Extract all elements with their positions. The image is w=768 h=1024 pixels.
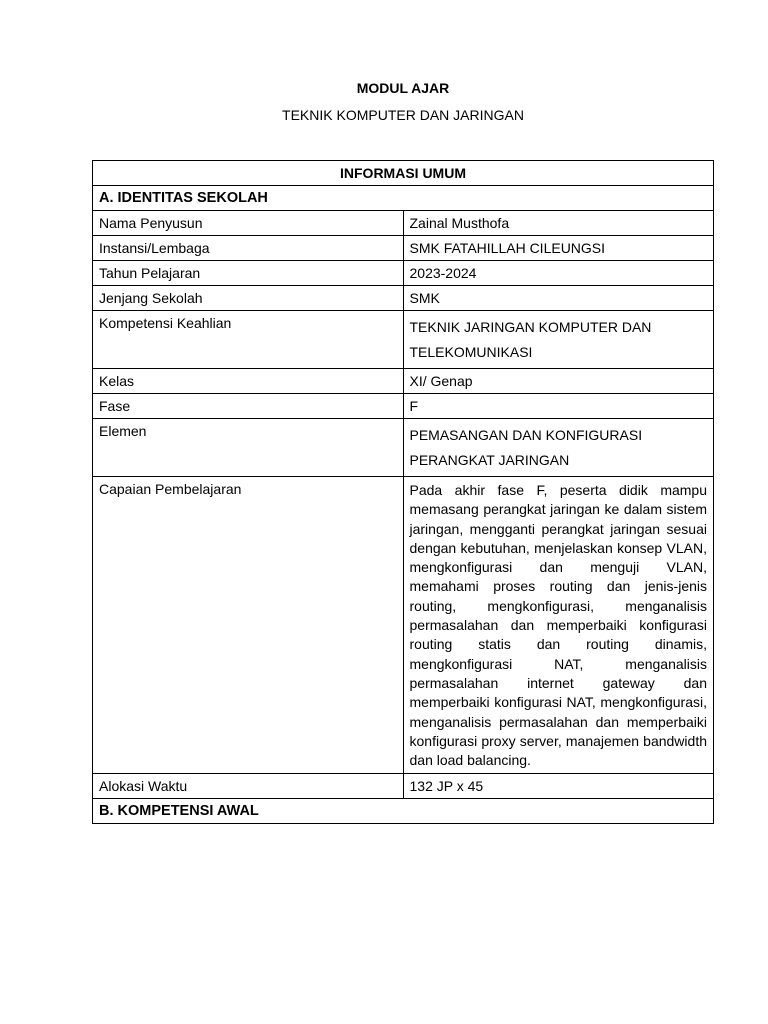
row-value: PEMASANGAN DAN KONFIGURASI PERANGKAT JARINGAN bbox=[403, 419, 714, 477]
row-value: XI/ Genap bbox=[403, 369, 714, 394]
section-row bbox=[93, 186, 714, 211]
table-row bbox=[93, 286, 714, 311]
row-label: Instansi/Lembaga bbox=[93, 236, 404, 261]
row-value: SMK FATAHILLAH CILEUNGSI bbox=[403, 236, 714, 261]
general-info-table bbox=[92, 160, 714, 824]
row-label: Jenjang Sekolah bbox=[93, 286, 404, 311]
row-value: TEKNIK JARINGAN KOMPUTER DAN TELEKOMUNIKASI bbox=[403, 311, 714, 369]
row-label: Capaian Pembelajaran bbox=[93, 477, 404, 774]
row-label: Nama Penyusun bbox=[93, 211, 404, 236]
learning-outcome-text: Pada akhir fase F, peserta didik mampu memasang perangkat jaringan ke dalam sistem jaringan, mengganti perangkat jaringan sesuai dengan kebutuhan, menjelaskan konsep VLAN, mengkonfigurasi dan menguji VLAN, memahami proses routing dan jenis-jenis routing, mengkonfigurasi, menganalisis permasalahan dan memperbaiki konfigurasi routing statis dan routing dinamis, mengkonfigurasi NAT, menganalisis permasalahan internet gateway dan memperbaiki konfigurasi NAT, mengkonfigurasi, menganalisis permasalahan dan memperbaiki konfigurasi proxy server, manajemen bandwidth dan load balancing. bbox=[403, 477, 714, 774]
row-label: Fase bbox=[93, 394, 404, 419]
section-a-heading: A. IDENTITAS SEKOLAH bbox=[93, 186, 714, 211]
table-row bbox=[93, 419, 714, 477]
table-row bbox=[93, 369, 714, 394]
table-row bbox=[93, 774, 714, 799]
row-value: 2023-2024 bbox=[403, 261, 714, 286]
table-row bbox=[93, 477, 714, 774]
row-label: Tahun Pelajaran bbox=[93, 261, 404, 286]
table-row bbox=[93, 211, 714, 236]
table-header: INFORMASI UMUM bbox=[93, 161, 714, 186]
document-title: MODUL AJAR bbox=[356, 80, 450, 96]
row-label: Alokasi Waktu bbox=[93, 774, 404, 799]
section-row bbox=[93, 799, 714, 824]
table-row bbox=[93, 236, 714, 261]
row-value: F bbox=[403, 394, 714, 419]
row-label: Elemen bbox=[93, 419, 404, 477]
document-subtitle: TEKNIK KOMPUTER DAN JARINGAN bbox=[282, 107, 524, 123]
table-row bbox=[93, 311, 714, 369]
table-row bbox=[93, 394, 714, 419]
row-label: Kompetensi Keahlian bbox=[93, 311, 404, 369]
row-value: SMK bbox=[403, 286, 714, 311]
table-header-row bbox=[93, 161, 714, 186]
row-value: 132 JP x 45 bbox=[403, 774, 714, 799]
row-value: Zainal Musthofa bbox=[403, 211, 714, 236]
section-b-heading: B. KOMPETENSI AWAL bbox=[93, 799, 714, 824]
row-label: Kelas bbox=[93, 369, 404, 394]
table-row bbox=[93, 261, 714, 286]
